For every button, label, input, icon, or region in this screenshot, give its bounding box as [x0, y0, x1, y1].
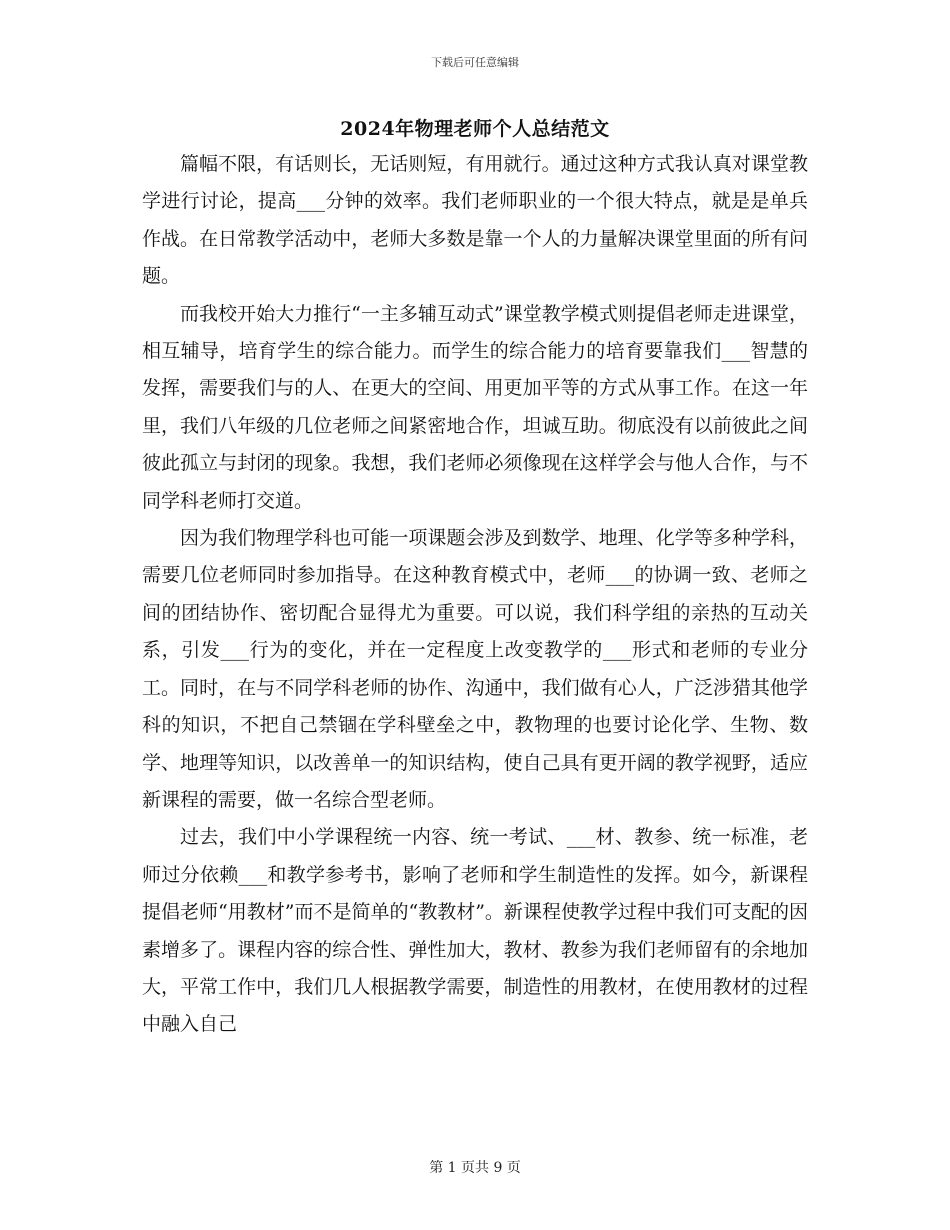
- paragraph-3: 因为我们物理学科也可能一项课题会涉及到数学、地理、化学等多种学科，需要几位老师同时参加指导。在这种教育模式中，老师___的协调一致、老师之间的团结协作、密切配合显得尤为重要。可以说，我们科学组的亲热的互动关系，引发___行为的变化，并在一定程度上改变教学的___形式和老师的专业分工。同时，在与不同学科老师的协作、沟通中，我们做有心人，广泛涉猎其他学科的知识，不把自己禁锢在学科壁垒之中，教物理的也要讨论化学、生物、数学、地理等知识，以改善单一的知识结构，使自己具有更开阔的教学视野，适应新课程的需要，做一名综合型老师。: [142, 527, 808, 811]
- paragraph-1: 篇幅不限，有话则长，无话则短，有用就行。通过这种方式我认真对课堂教学进行讨论，提高___分钟的效率。我们老师职业的一个很大特点，就是是单兵作战。在日常教学活动中，老师大多数是靠一个人的力量解决课堂里面的所有问题。: [142, 153, 808, 288]
- document-title: 2024年物理老师个人总结范文: [340, 118, 610, 140]
- paragraph-2: 而我校开始大力推行“一主多辅互动式”课堂教学模式则提倡老师走进课堂，相互辅导，培育学生的综合能力。而学生的综合能力的培育要靠我们___智慧的发挥，需要我们与的人、在更大的空间、用更加平等的方式从事工作。在这一年里，我们八年级的几位老师之间紧密地合作，坦诚互助。彻底没有以前彼此之间彼此孤立与封闭的现象。我想，我们老师必须像现在这样学会与他人合作，与不同学科老师打交道。: [142, 302, 808, 512]
- document-body: [142, 146, 808, 1044]
- paragraph-4: 过去，我们中小学课程统一内容、统一考试、___材、教参、统一标准，老师过分依赖___和教学参考书，影响了老师和学生制造性的发挥。如今，新课程提倡老师“用教材”而不是简单的“教教材”。新课程使教学过程中我们可支配的因素增多了。课程内容的综合性、弹性加大，教材、教参为我们老师留有的余地加大，平常工作中，我们几人根据教学需要，制造性的用教材，在使用教材的过程中融入自己: [142, 826, 808, 1036]
- page-number-footer: 第 1 页共 9 页: [429, 1160, 521, 1176]
- header-note: 下载后可任意编辑: [431, 56, 519, 69]
